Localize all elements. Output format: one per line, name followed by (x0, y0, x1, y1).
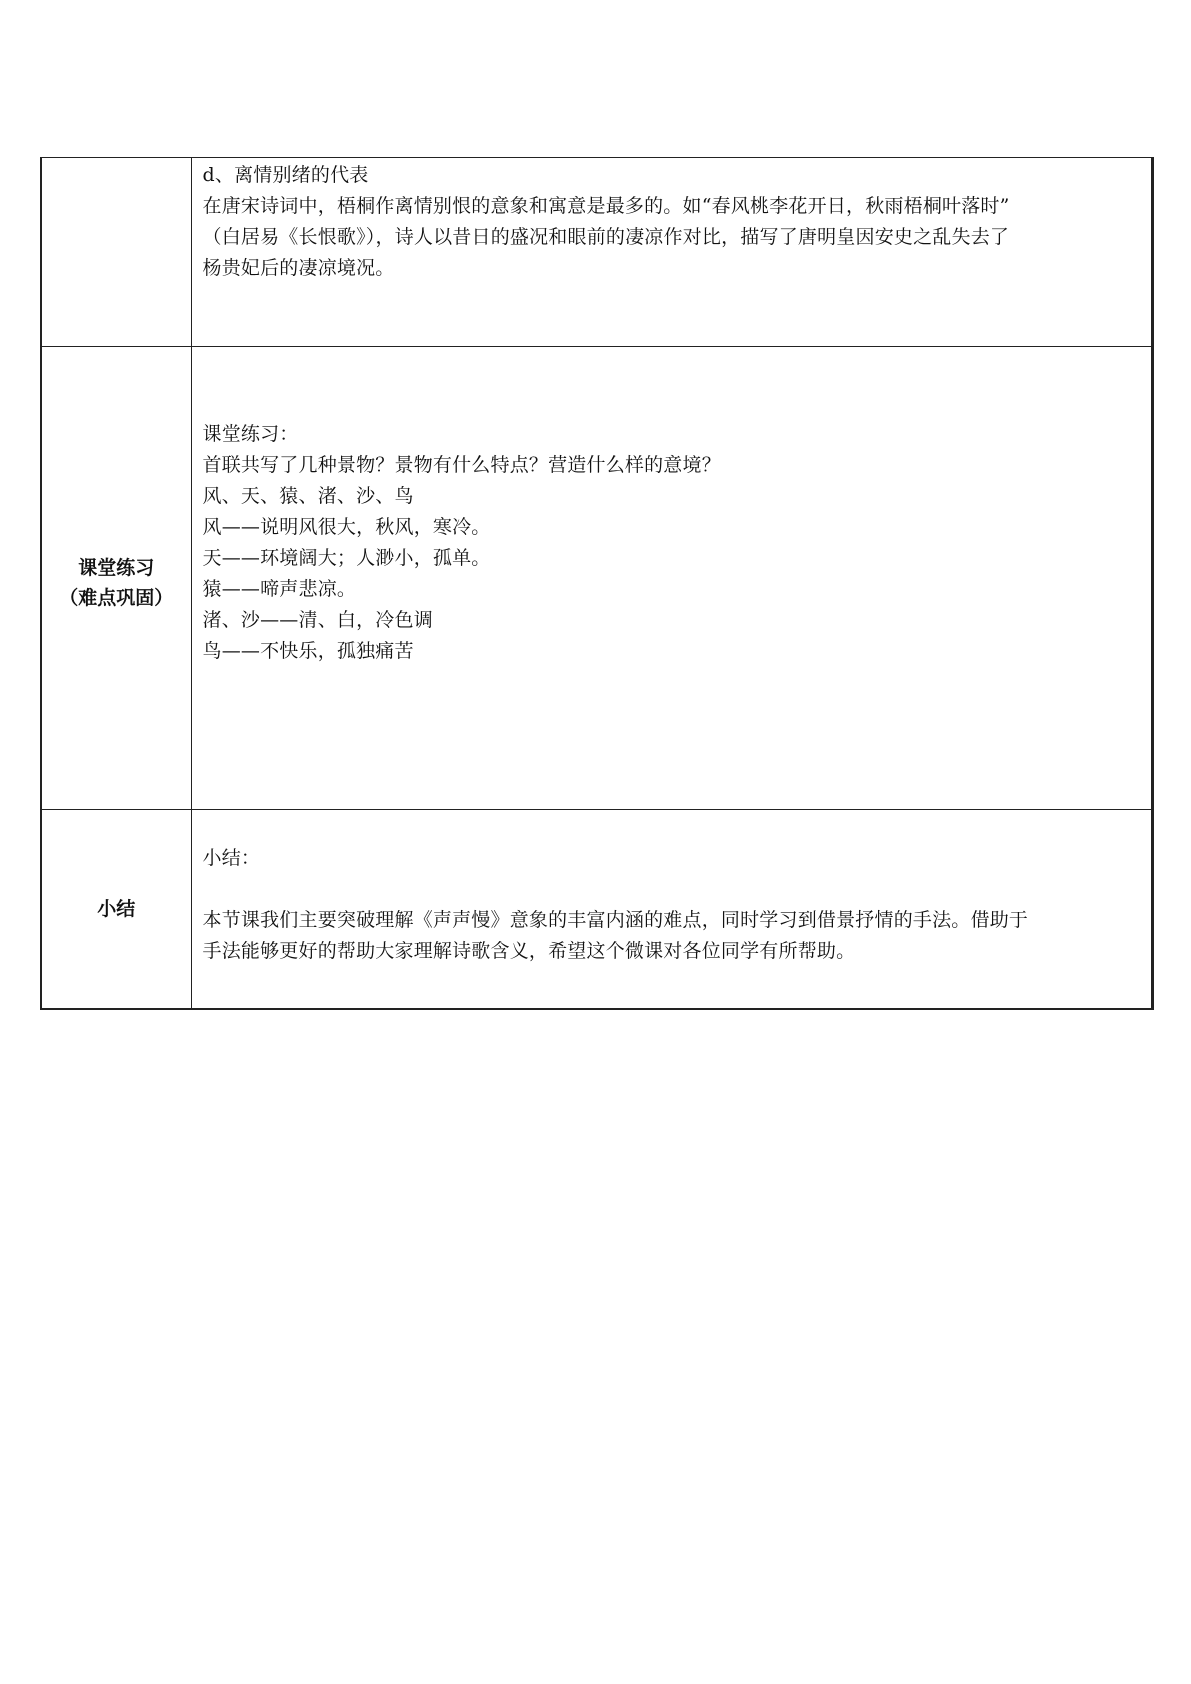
summary-line: 本节课我们主要突破理解《声声慢》意象的丰富内涵的难点，同时学习到借景抒情的手法。借助于 (202, 909, 1029, 931)
table-row (41, 158, 1153, 347)
summary-heading: 小结： (202, 847, 261, 869)
label-practice-title: 课堂练习 (78, 557, 155, 579)
label-practice-subtitle: （难点巩固） (59, 587, 174, 609)
summary-line: 手法能够更好的帮助大家理解诗歌含义，希望这个微课对各位同学有所帮助。 (202, 940, 856, 962)
practice-answer-line: 风——说明风很大，秋风，寒冷。 (202, 516, 491, 538)
content-cell (191, 347, 1153, 810)
row-label-empty (41, 158, 191, 347)
content-cell (191, 158, 1153, 347)
blank-spacer (203, 874, 1142, 905)
paragraph-line: 在唐宋诗词中，梧桐作离情别恨的意象和寓意是最多的。如“春风桃李花开日，秋雨梧桐叶落时” (202, 195, 1010, 217)
table-row (41, 347, 1153, 810)
practice-answer-line: 鸟——不快乐，孤独痛苦 (202, 640, 414, 662)
table-row (41, 810, 1153, 1010)
lesson-plan-table (40, 157, 1154, 1010)
label-summary: 小结 (97, 898, 136, 920)
practice-answer-line: 猿——啼声悲凉。 (202, 578, 357, 600)
practice-question: 首联共写了几种景物？景物有什么特点？营造什么样的意境？ (202, 454, 721, 476)
row-label-practice (41, 347, 191, 810)
practice-heading: 课堂练习： (202, 423, 299, 445)
paragraph-line: 杨贵妃后的凄凉境况。 (202, 257, 395, 279)
practice-answer-line: 风、天、猿、渚、沙、鸟 (202, 485, 414, 507)
row-label-summary (41, 810, 191, 1010)
paragraph-line: （白居易《长恨歌》），诗人以昔日的盛况和眼前的凄凉作对比，描写了唐明皇因安史之乱失去了 (202, 226, 1010, 248)
practice-answer-line: 天——环境阔大；人渺小，孤单。 (202, 547, 491, 569)
content-cell (191, 810, 1153, 1010)
section-heading-d: d、离情别绪的代表 (202, 164, 369, 186)
practice-answer-line: 渚、沙——清、白，冷色调 (202, 609, 433, 631)
